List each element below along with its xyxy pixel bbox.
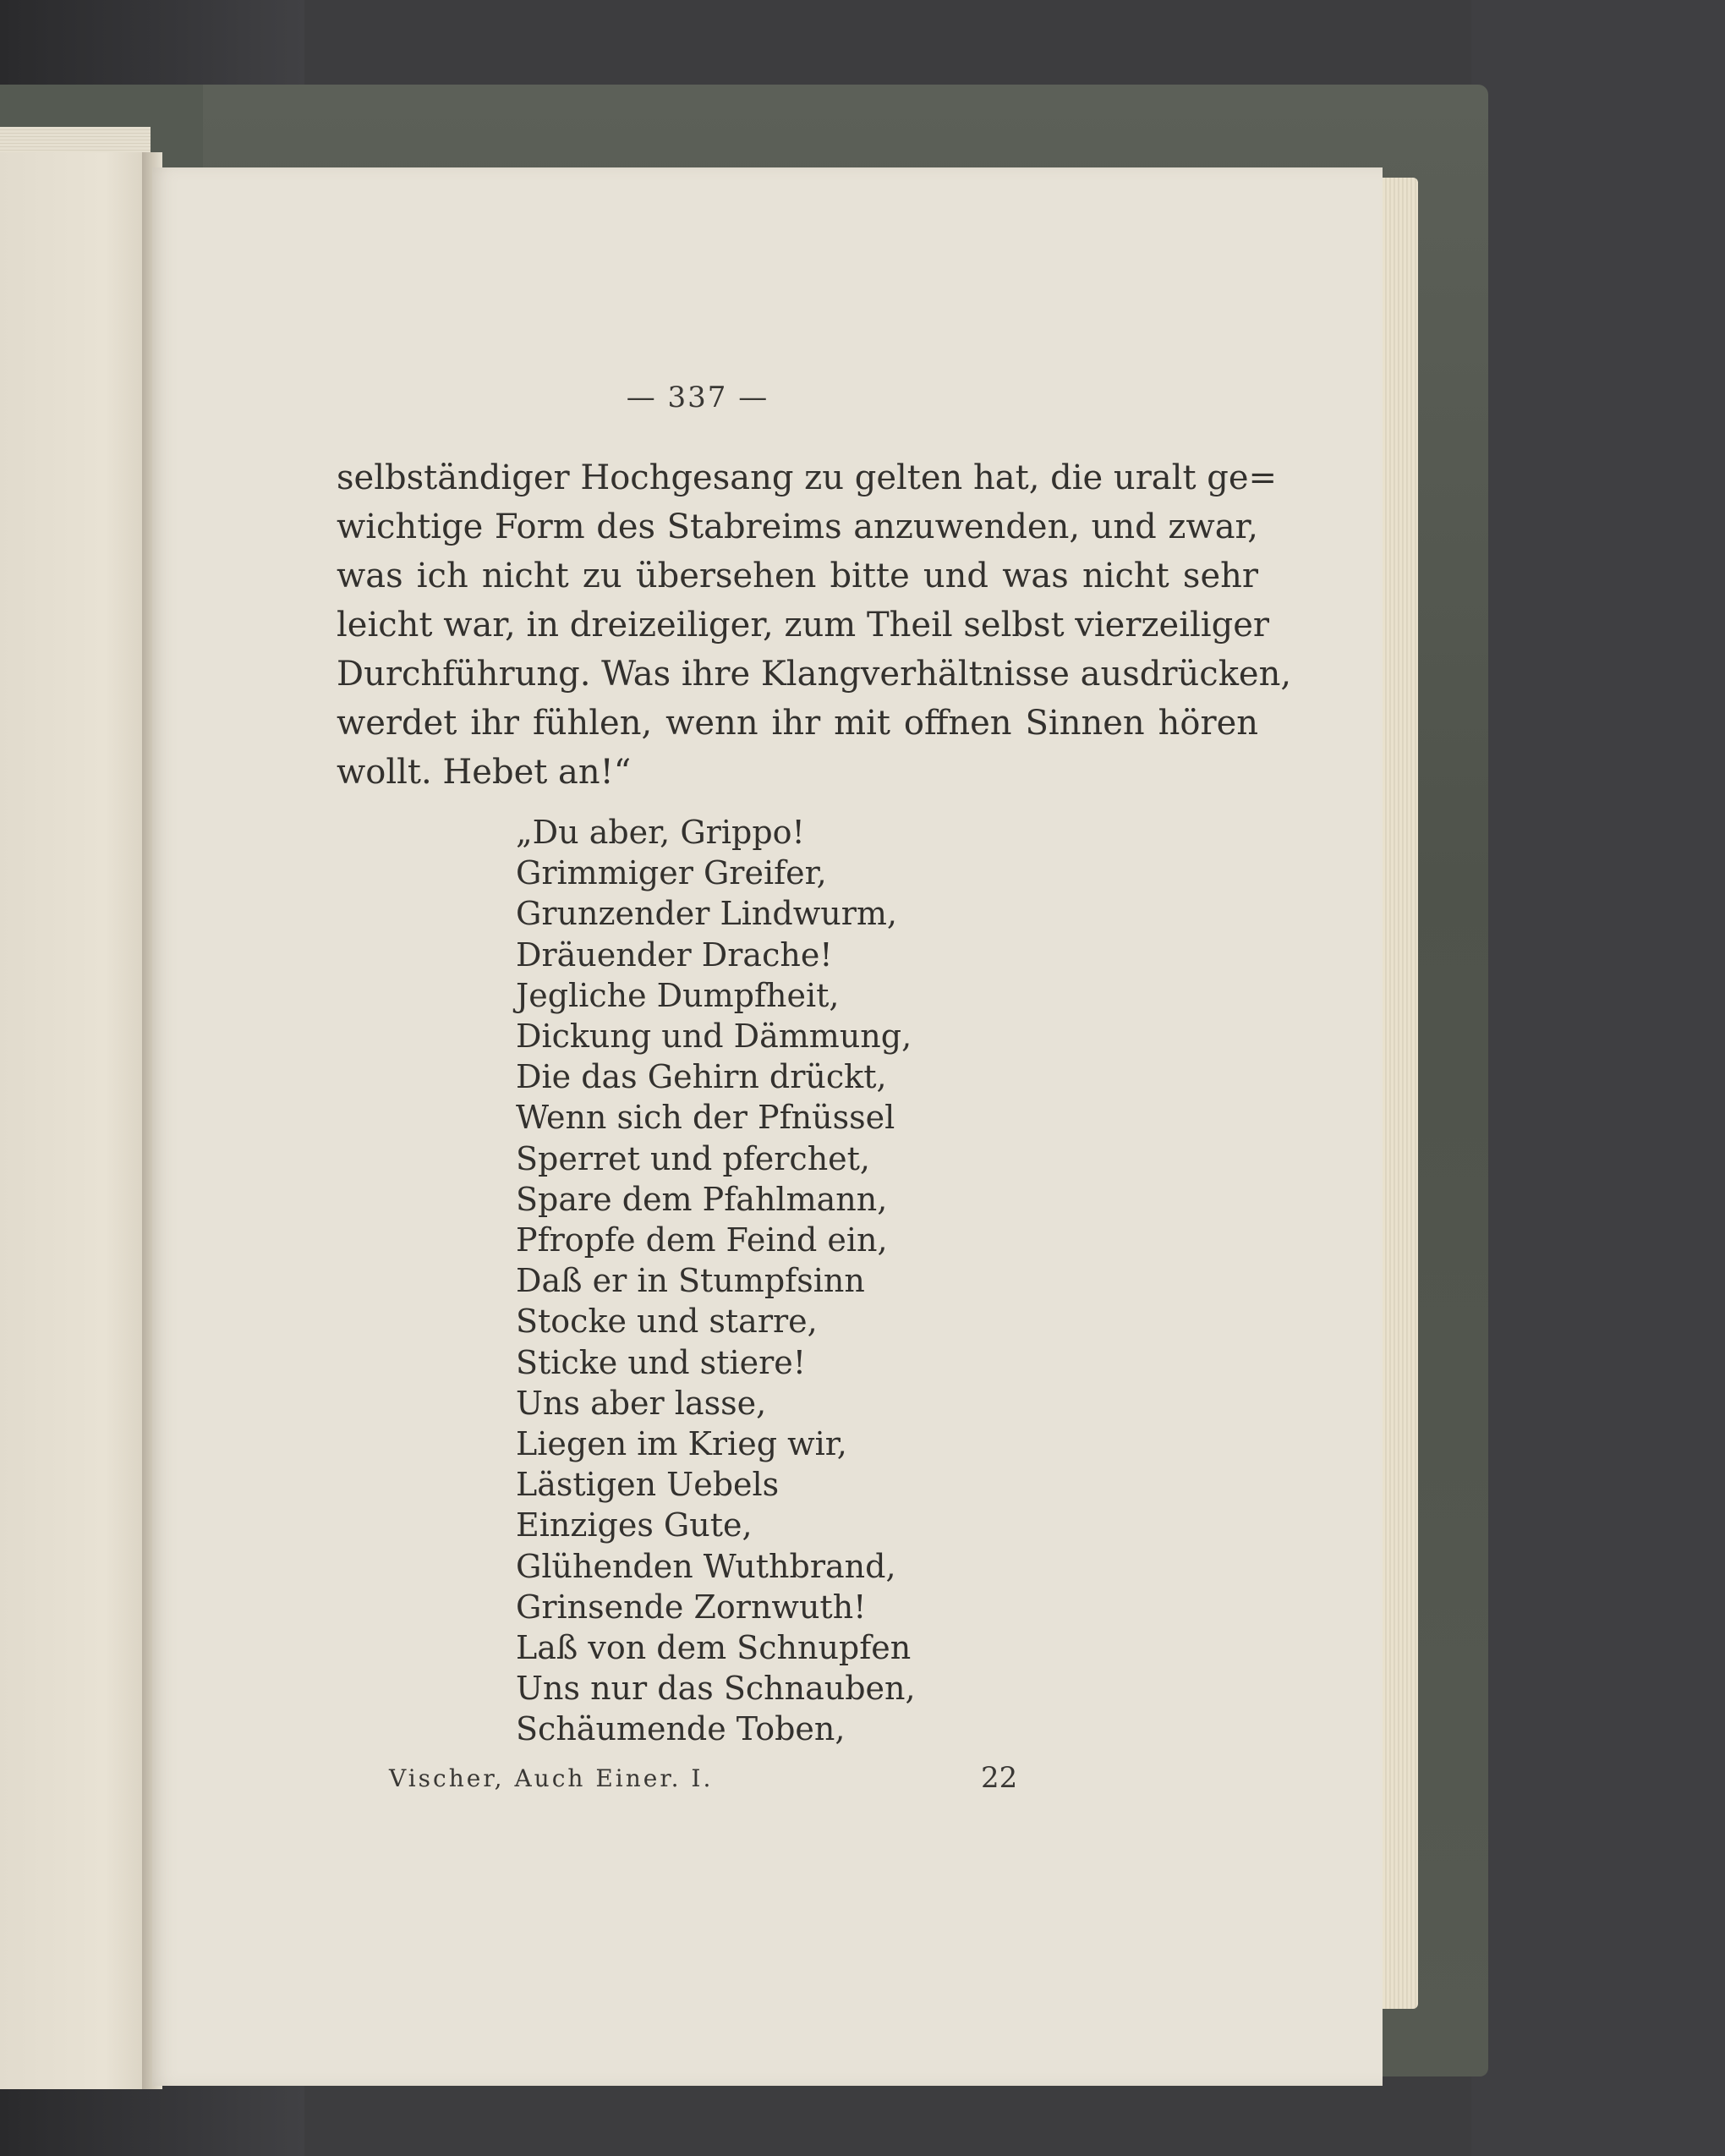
poem-line: Grunzender Lindwurm, (516, 895, 897, 933)
poem-line: Liegen im Krieg wir, (516, 1425, 847, 1463)
poem-line: Schäumende Toben, (516, 1710, 846, 1748)
sheet-number: 22 (981, 1761, 1018, 1795)
poem-line: Sticke und stiere! (516, 1343, 807, 1381)
prose-line: wichtige Form des Stabreims anzuwenden, und zwar, (337, 507, 1258, 546)
prose-line: selbständiger Hochgesang zu gelten hat, die uralt ge= (337, 458, 1278, 497)
poem-line: Dräuender Drache! (516, 935, 833, 974)
prose-paragraph (337, 453, 1292, 797)
poem-line: Die das Gehirn drückt, (516, 1058, 887, 1096)
poem (516, 812, 916, 1750)
poem-line: Jegliche Dumpfheit, (516, 976, 840, 1014)
poem-line: Glühenden Wuthbrand, (516, 1547, 896, 1585)
prose-line: werdet ihr fühlen, wenn ihr mit offnen Sinnen hören (337, 704, 1258, 743)
poem-line: Spare dem Pfahlmann, (516, 1180, 888, 1218)
prose-line: was ich nicht zu übersehen bitte und was nicht sehr (337, 557, 1258, 595)
poem-line: Grimmiger Greifer, (516, 854, 827, 892)
poem-line: Laß von dem Schnupfen (516, 1629, 912, 1667)
poem-line: Uns aber lasse, (516, 1384, 767, 1422)
poem-line: Sperret und pferchet, (516, 1139, 871, 1177)
poem-line: Lästigen Uebels (516, 1466, 780, 1504)
book-page (152, 167, 1383, 2086)
poem-line: Wenn sich der Pfnüssel (516, 1099, 895, 1137)
poem-line: Grinsende Zornwuth! (516, 1588, 867, 1626)
page-number-header: — 337 — (626, 381, 769, 414)
printer-signature: Vischer, Auch Einer. I. (389, 1764, 714, 1792)
prose-line: Durchführung. Was ihre Klangverhältnisse ausdrücken, (337, 655, 1292, 694)
poem-line: „Du aber, Grippo! (516, 814, 805, 851)
poem-line: Daß er in Stumpfsinn (516, 1262, 865, 1300)
poem-line: Uns nur das Schnauben, (516, 1670, 916, 1708)
poem-line: Einziges Gute, (516, 1506, 753, 1544)
prose-line: leicht war, in dreizeiliger, zum Theil selbst vierzeiliger (337, 606, 1269, 645)
background-right (1471, 0, 1725, 2156)
poem-line: Stocke und starre, (516, 1303, 818, 1341)
prose-line: wollt. Hebet an!“ (337, 753, 632, 792)
left-page (0, 152, 151, 2089)
poem-line: Dickung und Dämmung, (516, 1018, 912, 1056)
page-content (152, 167, 1383, 2086)
poem-line: Pfropfe dem Feind ein, (516, 1221, 888, 1259)
